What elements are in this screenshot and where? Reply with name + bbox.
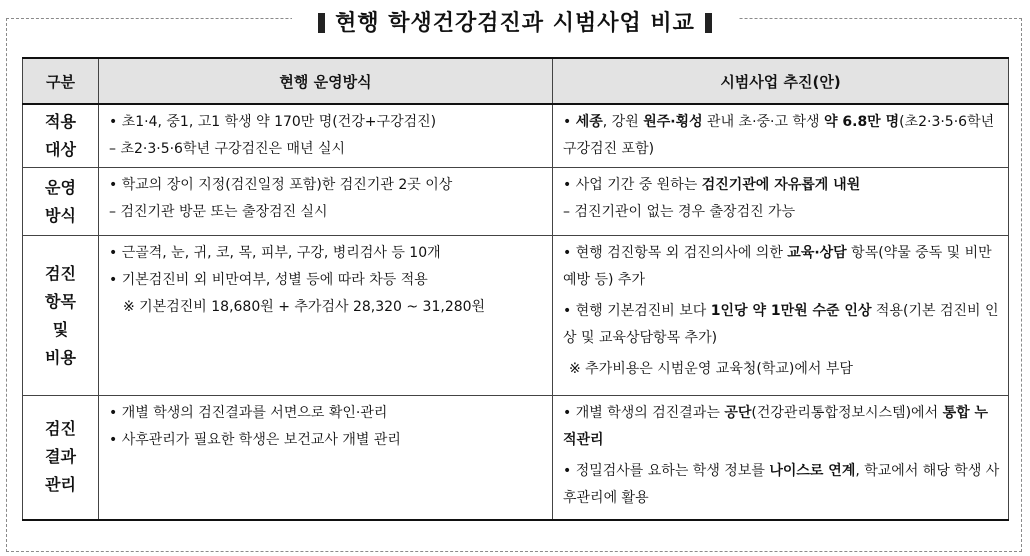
body-text: • 개별 학생의 검진결과는 [563,405,725,421]
row-category: 적용 대상 [23,104,99,168]
pilot-line [563,172,1000,199]
header-current: 현행 운영방식 [99,58,553,104]
current-line: – 검진기관 방문 또는 출장검진 실시 [109,204,328,220]
title-bar [0,6,1030,37]
title-left-square-icon [318,13,325,33]
header-category: 구분 [23,58,99,104]
emphasis-text: 세종 [575,114,603,130]
current-cell [99,236,553,396]
table-row [23,168,1009,236]
table-row [23,104,1009,168]
emphasis-text: 교육·상담 [787,245,847,261]
pilot-line [563,109,1000,163]
row-category: 검진 항목 및 비용 [23,236,99,396]
body-text: • 정밀검사를 요하는 학생 정보를 [563,463,770,479]
header-pilot: 시범사업 추진(안) [553,58,1009,104]
current-cell [99,168,553,236]
table-row [23,236,1009,396]
current-line: • 근골격, 눈, 귀, 코, 목, 피부, 구강, 병리검사 등 10개 [109,245,441,261]
pilot-cell [553,396,1009,520]
emphasis-text: 나이스로 연계 [769,463,856,479]
body-text: , 강원 [602,114,644,130]
current-cell [99,104,553,168]
pilot-cell [553,104,1009,168]
title-box [292,6,738,37]
current-line: – 초2·3·5·6학년 구강검진은 매년 실시 [109,141,346,157]
body-text: (초2·3·5·6학년 구강검진 포함) [563,114,995,157]
body-text: , 학교에서 해당 학생 사후관리에 활용 [563,463,1000,506]
emphasis-text: 검진기관에 자유롭게 내원 [701,177,861,193]
row-category: 운영 방식 [23,168,99,236]
pilot-cell [553,168,1009,236]
emphasis-text: 통합 누적관리 [563,405,989,448]
pilot-line [563,356,1000,383]
body-text: • 현행 기본검진비 보다 [563,303,711,319]
current-cell [99,396,553,520]
title-right-square-icon [705,13,712,33]
emphasis-text: 약 6.8만 명 [823,114,900,130]
body-text: ※ 추가비용은 시범운영 교육청(학교)에서 부담 [569,361,853,377]
body-text: (건강관리통합정보시스템)에서 [751,405,943,421]
body-text: – 검진기관이 없는 경우 출장검진 가능 [563,204,796,220]
emphasis-text: 원주·횡성 [643,114,703,130]
body-text: • [563,114,576,130]
pilot-line [563,458,1000,512]
comparison-table [22,57,1009,521]
current-line: • 초1·4, 중1, 고1 학생 약 170만 명(건강+구강검진) [109,114,437,130]
table-header-row [23,58,1009,104]
pilot-line [563,240,1000,294]
emphasis-text: 1인당 약 1만원 수준 인상 [710,303,872,319]
body-text: 관내 초·중·고 학생 [702,114,824,130]
body-text: 적용(기본 검진비 인상 및 교육상담항목 추가) [563,303,999,346]
table-row [23,396,1009,520]
current-line: • 학교의 장이 지정(검진일정 포함)한 검진기관 2곳 이상 [109,177,453,193]
page-title: 현행 학생건강검진과 시범사업 비교 [335,11,695,36]
row-category: 검진 결과 관리 [23,396,99,520]
emphasis-text: 공단 [724,405,752,421]
pilot-line [563,298,1000,352]
current-line: • 개별 학생의 검진결과를 서면으로 확인·관리 [109,405,388,421]
pilot-cell [553,236,1009,396]
body-text: • 현행 검진항목 외 검진의사에 의한 [563,245,788,261]
pilot-line [563,400,1000,454]
pilot-line [563,199,1000,226]
current-line: • 사후관리가 필요한 학생은 보건교사 개별 관리 [109,432,401,448]
body-text: • 사업 기간 중 원하는 [563,177,702,193]
current-line: • 기본검진비 외 비만여부, 성별 등에 따라 차등 적용 [109,272,428,288]
current-line: ※ 기본검진비 18,680원 + 추가검사 28,320 ~ 31,280원 [123,299,486,315]
body-text: 항목(약물 중독 및 비만예방 등) 추가 [563,245,992,288]
